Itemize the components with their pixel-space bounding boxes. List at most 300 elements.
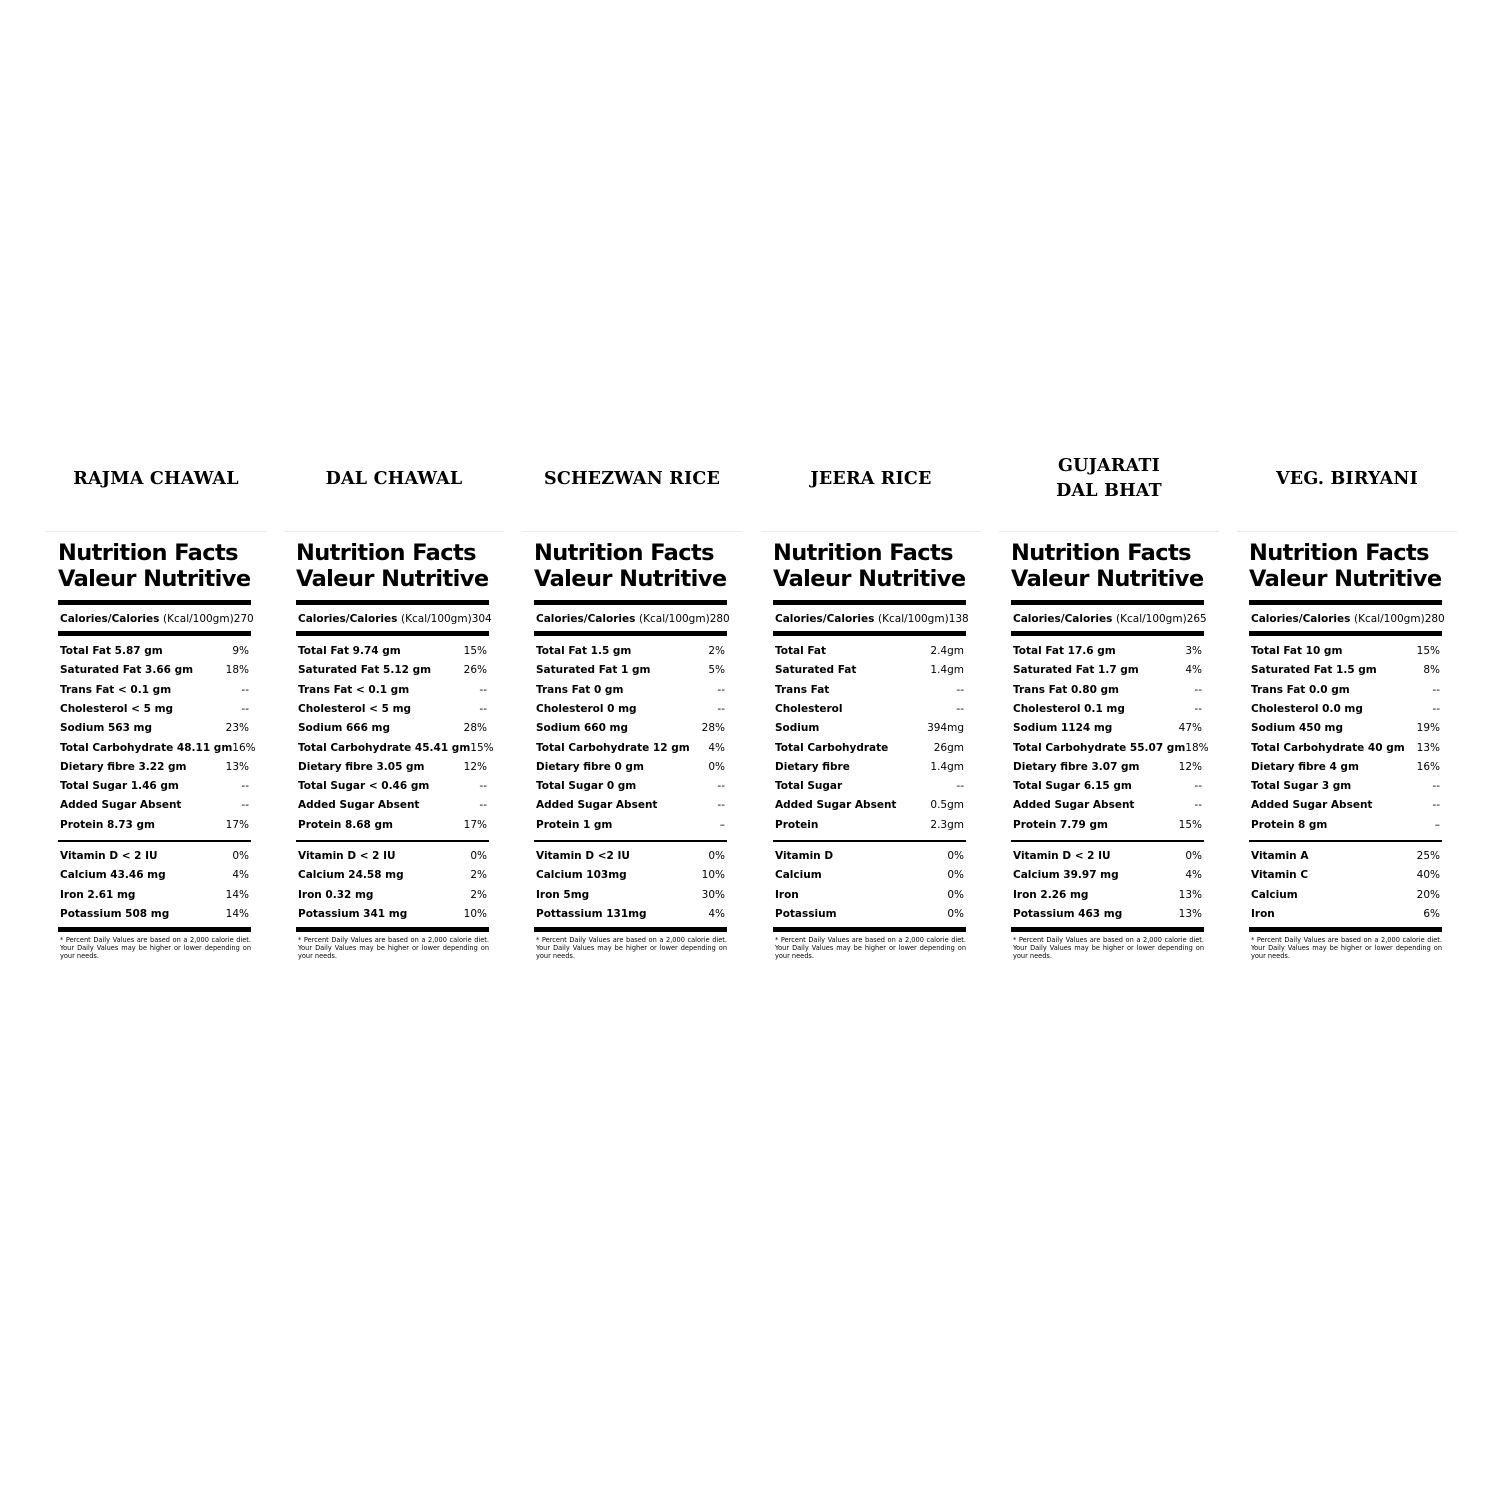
- calories-label: [536, 611, 710, 627]
- nutrient-value: 0%: [947, 907, 964, 920]
- nutrient-label: Added Sugar Absent: [1013, 799, 1135, 812]
- nutrient-row: [60, 682, 249, 698]
- nutrient-row: [1251, 662, 1440, 678]
- nutrient-value: 13%: [225, 760, 249, 773]
- nutrient-row: [60, 797, 249, 813]
- nutrient-row: [298, 778, 487, 794]
- nutrient-value: 4%: [708, 741, 725, 754]
- nutrient-label: Total Fat 17.6 gm: [1013, 645, 1116, 657]
- nutrient-value: 0%: [947, 850, 964, 862]
- nutrient-value: 2%: [470, 869, 487, 882]
- nutrient-row: [298, 906, 487, 922]
- nutrient-value: 1.4gm: [930, 664, 964, 677]
- nutrient-value: 10%: [463, 907, 487, 920]
- nutrient-label: Cholesterol 0 mg: [536, 702, 637, 715]
- nutrient-row: [775, 867, 964, 883]
- nutrient-label: Trans Fat 0.0 gm: [1251, 683, 1350, 696]
- nutrient-value: 20%: [1416, 888, 1440, 901]
- nutrient-row: [60, 887, 249, 903]
- nutrient-label: Total Fat: [775, 645, 827, 657]
- nutrient-label: Calcium: [775, 869, 822, 882]
- nutrient-value: --: [1432, 780, 1440, 793]
- calories-row: [775, 611, 969, 627]
- nutrient-value: --: [1432, 702, 1440, 715]
- divider-rule: [296, 600, 489, 605]
- nutrition-facts-heading: [296, 540, 496, 592]
- nutrition-facts-panel: [522, 531, 742, 960]
- nutrient-label: Protein 8.68 gm: [298, 818, 393, 831]
- divider-rule: [1011, 600, 1204, 605]
- nutrient-label: Total Sugar < 0.46 gm: [298, 780, 430, 793]
- nutrition-facts-title: Nutrition Facts: [1011, 540, 1191, 566]
- nutrient-row: [1251, 759, 1440, 775]
- nutrient-row: [536, 643, 725, 659]
- daily-value-footnote: * Percent Daily Values are based on a 2,000 calorie diet. Your Daily Values may be higher or lower depending on your needs.: [1013, 936, 1204, 960]
- nutrient-value: 2.4gm: [930, 645, 964, 657]
- nutrient-label: Dietary fibre 3.22 gm: [60, 760, 187, 773]
- nutrient-value: --: [717, 780, 725, 793]
- nutrient-value: 1.4gm: [930, 760, 964, 773]
- nutrient-row: [775, 682, 964, 698]
- nutrient-value: 30%: [701, 888, 725, 901]
- nutrient-value: 0%: [470, 850, 487, 862]
- nutrient-label: Protein 1 gm: [536, 818, 613, 831]
- nutrient-row: [775, 887, 964, 903]
- nutrient-label: Cholesterol < 5 mg: [298, 702, 412, 715]
- nutrition-facts-panel: [761, 531, 981, 960]
- nutrition-facts-heading: [58, 540, 258, 592]
- nutrient-label: Potassium: [775, 907, 837, 920]
- nutrient-label: Total Carbohydrate 45.41 gm: [298, 741, 471, 754]
- nutrient-label: Total Sugar 1.46 gm: [60, 780, 179, 793]
- nutrient-value: 0.5gm: [930, 799, 964, 812]
- nutrient-value: 28%: [463, 722, 487, 735]
- divider-rule: [58, 631, 251, 636]
- nutrition-facts-panel: [999, 531, 1219, 960]
- divider-rule: [1249, 840, 1442, 842]
- valeur-nutritive-title: Valeur Nutritive: [58, 566, 251, 592]
- nutrient-value: --: [241, 780, 249, 793]
- calories-label-text: Calories/Calories: [1251, 613, 1351, 625]
- nutrient-row: [1251, 720, 1440, 736]
- nutrient-value: 2%: [708, 645, 725, 657]
- calories-unit: (Kcal/100gm): [878, 613, 949, 625]
- nutrient-row: [1251, 778, 1440, 794]
- nutrient-value: 15%: [1178, 818, 1202, 831]
- nutrient-row: [60, 848, 249, 864]
- daily-value-footnote: * Percent Daily Values are based on a 2,000 calorie diet. Your Daily Values may be higher or lower depending on your needs.: [60, 936, 251, 960]
- nutrient-row: [1013, 906, 1202, 922]
- nutrient-row: [775, 701, 964, 717]
- product-title: DAL CHAWAL: [325, 468, 463, 489]
- divider-rule: [58, 600, 251, 605]
- divider-rule: [534, 631, 727, 636]
- nutrient-row: [536, 778, 725, 794]
- divider-rule: [1249, 927, 1442, 932]
- nutrient-value: 6%: [1423, 907, 1440, 920]
- calories-label-text: Calories/Calories: [1013, 613, 1113, 625]
- nutrient-row: [1251, 643, 1440, 659]
- nutrient-value: --: [956, 702, 964, 715]
- nutrient-value: 12%: [463, 760, 487, 773]
- daily-value-footnote: * Percent Daily Values are based on a 2,000 calorie diet. Your Daily Values may be higher or lower depending on your needs.: [536, 936, 727, 960]
- nutrient-row: [298, 848, 487, 864]
- nutrient-label: Trans Fat 0 gm: [536, 683, 624, 696]
- nutrient-row: [1013, 701, 1202, 717]
- nutrient-value: 10%: [701, 869, 725, 882]
- nutrient-row: [60, 906, 249, 922]
- calories-row: [60, 611, 254, 627]
- nutrient-value: --: [1432, 683, 1440, 696]
- nutrient-label: Total Fat 10 gm: [1251, 645, 1343, 657]
- nutrient-row: [775, 797, 964, 813]
- nutrient-row: [60, 662, 249, 678]
- nutrient-row: [60, 778, 249, 794]
- nutrient-value: 26gm: [933, 741, 964, 754]
- nutrient-label: Pottassium 131mg: [536, 907, 647, 920]
- calories-unit: (Kcal/100gm): [401, 613, 472, 625]
- nutrient-label: Cholesterol < 5 mg: [60, 702, 174, 715]
- nutrient-value: 18%: [1185, 741, 1209, 754]
- nutrient-row: [775, 848, 964, 864]
- nutrient-label: Trans Fat 0.80 gm: [1013, 683, 1119, 696]
- nutrient-value: 15%: [1416, 645, 1440, 657]
- nutrient-row: [1013, 817, 1202, 833]
- divider-rule: [296, 840, 489, 842]
- nutrient-label: Sodium 563 mg: [60, 722, 152, 735]
- nutrient-value: 9%: [232, 645, 249, 657]
- nutrient-row: [1251, 906, 1440, 922]
- daily-value-footnote: * Percent Daily Values are based on a 2,000 calorie diet. Your Daily Values may be higher or lower depending on your needs.: [1251, 936, 1442, 960]
- nutrient-value: 394mg: [927, 722, 964, 735]
- calories-label-text: Calories/Calories: [775, 613, 875, 625]
- nutrient-row: [775, 740, 964, 756]
- nutrient-label: Vitamin A: [1251, 850, 1309, 862]
- nutrient-row: [298, 701, 487, 717]
- calories-value: 280: [1424, 613, 1445, 625]
- nutrient-value: --: [1432, 799, 1440, 812]
- nutrient-value: 13%: [1416, 741, 1440, 754]
- nutrient-value: --: [1194, 780, 1202, 793]
- nutrient-value: 4%: [232, 869, 249, 882]
- nutrient-value: 16%: [232, 741, 256, 754]
- nutrient-row: [775, 817, 964, 833]
- valeur-nutritive-title: Valeur Nutritive: [296, 566, 489, 592]
- valeur-nutritive-title: Valeur Nutritive: [1249, 566, 1442, 592]
- divider-rule: [1249, 631, 1442, 636]
- nutrient-value: 18%: [225, 664, 249, 677]
- nutrient-value: 40%: [1416, 869, 1440, 882]
- nutrient-label: Added Sugar Absent: [60, 799, 182, 812]
- nutrient-value: --: [717, 799, 725, 812]
- nutrient-value: 2.3gm: [930, 818, 964, 831]
- divider-rule: [773, 927, 966, 932]
- nutrient-label: Iron 5mg: [536, 888, 590, 901]
- nutrient-row: [298, 797, 487, 813]
- nutrient-label: Saturated Fat: [775, 664, 857, 677]
- divider-rule: [58, 927, 251, 932]
- nutrient-value: 17%: [225, 818, 249, 831]
- nutrient-row: [536, 797, 725, 813]
- nutrient-label: Total Fat 5.87 gm: [60, 645, 163, 657]
- calories-label: [298, 611, 472, 627]
- nutrition-facts-title: Nutrition Facts: [296, 540, 476, 566]
- nutrient-value: 14%: [225, 888, 249, 901]
- nutrient-label: Calcium 103mg: [536, 869, 627, 882]
- nutrient-value: --: [241, 702, 249, 715]
- divider-rule: [296, 631, 489, 636]
- nutrient-row: [536, 740, 725, 756]
- nutrient-value: --: [479, 780, 487, 793]
- divider-rule: [296, 927, 489, 932]
- nutrient-value: 19%: [1416, 722, 1440, 735]
- nutrient-row: [298, 682, 487, 698]
- nutrient-row: [536, 817, 725, 833]
- calories-label-text: Calories/Calories: [536, 613, 636, 625]
- nutrition-facts-heading: [1011, 540, 1211, 592]
- nutrient-value: 4%: [1185, 664, 1202, 677]
- nutrient-row: [298, 887, 487, 903]
- nutrient-value: 8%: [1423, 664, 1440, 677]
- nutrient-row: [298, 662, 487, 678]
- nutrient-label: Iron 2.26 mg: [1013, 888, 1089, 901]
- nutrient-label: Protein 8.73 gm: [60, 818, 155, 831]
- nutrient-row: [1013, 643, 1202, 659]
- nutrient-label: Total Sugar: [775, 780, 843, 793]
- nutrient-value: 0%: [708, 760, 725, 773]
- nutrient-value: –: [1434, 818, 1440, 831]
- product-title: GUJARATI DAL BHAT: [1056, 456, 1162, 501]
- nutrient-row: [1251, 701, 1440, 717]
- nutrient-value: 17%: [463, 818, 487, 831]
- nutrient-value: --: [241, 683, 249, 696]
- nutrition-facts-heading: [773, 540, 973, 592]
- nutrient-row: [1251, 797, 1440, 813]
- nutrient-row: [60, 643, 249, 659]
- nutrient-value: 0%: [232, 850, 249, 862]
- nutrient-row: [536, 887, 725, 903]
- divider-rule: [773, 600, 966, 605]
- nutrient-label: Calcium: [1251, 888, 1298, 901]
- nutrient-row: [298, 759, 487, 775]
- calories-value: 265: [1186, 613, 1207, 625]
- nutrient-value: 5%: [708, 664, 725, 677]
- nutrient-value: 13%: [1178, 907, 1202, 920]
- calories-unit: (Kcal/100gm): [163, 613, 234, 625]
- nutrient-label: Added Sugar Absent: [536, 799, 658, 812]
- nutrient-label: Sodium 450 mg: [1251, 722, 1343, 735]
- nutrient-row: [60, 817, 249, 833]
- nutrient-row: [1013, 720, 1202, 736]
- nutrient-label: Cholesterol 0.0 mg: [1251, 702, 1363, 715]
- nutrient-row: [775, 778, 964, 794]
- nutrient-value: 15%: [470, 741, 494, 754]
- nutrient-row: [298, 817, 487, 833]
- nutrient-label: Total Carbohydrate 12 gm: [536, 741, 690, 754]
- nutrient-row: [775, 759, 964, 775]
- nutrient-label: Protein 7.79 gm: [1013, 818, 1108, 831]
- nutrient-label: Sodium 666 mg: [298, 722, 390, 735]
- nutrient-label: Added Sugar Absent: [1251, 799, 1373, 812]
- nutrient-value: 4%: [708, 907, 725, 920]
- nutrient-row: [775, 720, 964, 736]
- nutrient-value: 4%: [1185, 869, 1202, 882]
- calories-unit: (Kcal/100gm): [639, 613, 710, 625]
- nutrient-label: Calcium 43.46 mg: [60, 869, 166, 882]
- nutrient-label: Trans Fat < 0.1 gm: [298, 683, 410, 696]
- calories-label-text: Calories/Calories: [298, 613, 398, 625]
- nutrient-row: [1013, 759, 1202, 775]
- nutrient-label: Potassium 463 mg: [1013, 907, 1123, 920]
- calories-label-text: Calories/Calories: [60, 613, 160, 625]
- nutrient-label: Potassium 508 mg: [60, 907, 170, 920]
- nutrient-row: [1251, 740, 1440, 756]
- nutrient-label: Calcium 24.58 mg: [298, 869, 404, 882]
- nutrient-value: --: [1194, 799, 1202, 812]
- nutrient-value: --: [956, 780, 964, 793]
- nutrient-row: [1013, 848, 1202, 864]
- nutrient-label: Saturated Fat 3.66 gm: [60, 664, 194, 677]
- nutrient-row: [1251, 887, 1440, 903]
- nutrient-label: Iron 2.61 mg: [60, 888, 136, 901]
- calories-label: [1013, 611, 1187, 627]
- divider-rule: [534, 600, 727, 605]
- nutrient-row: [1251, 817, 1440, 833]
- nutrient-row: [1251, 848, 1440, 864]
- nutrient-row: [775, 906, 964, 922]
- nutrient-value: 28%: [701, 722, 725, 735]
- nutrient-value: 0%: [708, 850, 725, 862]
- nutrient-label: Dietary fibre 4 gm: [1251, 760, 1359, 773]
- nutrient-label: Total Sugar 3 gm: [1251, 780, 1352, 793]
- nutrient-row: [775, 643, 964, 659]
- calories-row: [536, 611, 730, 627]
- nutrient-label: Dietary fibre: [775, 760, 850, 773]
- nutrient-value: 14%: [225, 907, 249, 920]
- nutrient-row: [60, 867, 249, 883]
- nutrient-row: [1013, 662, 1202, 678]
- nutrient-label: Trans Fat: [775, 683, 830, 696]
- calories-row: [1251, 611, 1445, 627]
- calories-label: [775, 611, 949, 627]
- nutrient-value: 25%: [1416, 850, 1440, 862]
- nutrient-label: Vitamin D <2 IU: [536, 850, 630, 862]
- nutrient-value: --: [241, 799, 249, 812]
- nutrient-label: Trans Fat < 0.1 gm: [60, 683, 172, 696]
- nutrient-value: --: [717, 683, 725, 696]
- nutrition-facts-panel: [1237, 531, 1457, 960]
- nutrition-facts-heading: [1249, 540, 1449, 592]
- nutrient-row: [1013, 797, 1202, 813]
- valeur-nutritive-title: Valeur Nutritive: [534, 566, 727, 592]
- nutrient-value: 0%: [947, 869, 964, 882]
- nutrient-value: 15%: [463, 645, 487, 657]
- nutrient-value: 12%: [1178, 760, 1202, 773]
- divider-rule: [773, 840, 966, 842]
- divider-rule: [1249, 600, 1442, 605]
- nutrient-label: Total Carbohydrate 55.07 gm: [1013, 741, 1186, 754]
- divider-rule: [534, 840, 727, 842]
- nutrient-row: [536, 848, 725, 864]
- nutrient-label: Total Sugar 0 gm: [536, 780, 637, 793]
- nutrient-label: Vitamin C: [1251, 869, 1309, 882]
- nutrient-row: [536, 701, 725, 717]
- daily-value-footnote: * Percent Daily Values are based on a 2,000 calorie diet. Your Daily Values may be higher or lower depending on your needs.: [298, 936, 489, 960]
- nutrient-value: --: [479, 702, 487, 715]
- divider-rule: [1011, 840, 1204, 842]
- nutrient-row: [1013, 887, 1202, 903]
- nutrient-row: [1013, 740, 1209, 756]
- nutrient-label: Added Sugar Absent: [775, 799, 897, 812]
- nutrition-facts-heading: [534, 540, 734, 592]
- calories-value: 304: [471, 613, 492, 625]
- nutrient-value: 0%: [947, 888, 964, 901]
- nutrient-row: [60, 701, 249, 717]
- nutrient-label: Total Carbohydrate: [775, 741, 889, 754]
- calories-value: 280: [709, 613, 730, 625]
- nutrient-label: Vitamin D < 2 IU: [1013, 850, 1111, 862]
- product-title: RAJMA CHAWAL: [73, 468, 239, 489]
- nutrient-row: [60, 720, 249, 736]
- calories-row: [298, 611, 492, 627]
- daily-value-footnote: * Percent Daily Values are based on a 2,000 calorie diet. Your Daily Values may be higher or lower depending on your needs.: [775, 936, 966, 960]
- nutrient-value: --: [956, 683, 964, 696]
- nutrient-row: [60, 759, 249, 775]
- product-title: SCHEZWAN RICE: [543, 468, 720, 489]
- nutrient-row: [1251, 682, 1440, 698]
- nutrient-row: [536, 906, 725, 922]
- nutrient-row: [1013, 778, 1202, 794]
- nutrient-value: 16%: [1416, 760, 1440, 773]
- nutrient-label: Vitamin D: [775, 850, 834, 862]
- divider-rule: [534, 927, 727, 932]
- nutrient-label: Saturated Fat 5.12 gm: [298, 664, 432, 677]
- nutrient-value: 23%: [225, 722, 249, 735]
- calories-unit: (Kcal/100gm): [1354, 613, 1425, 625]
- nutrient-label: Sodium: [775, 722, 820, 735]
- nutrient-value: --: [479, 799, 487, 812]
- divider-rule: [1011, 631, 1204, 636]
- nutrient-label: Total Carbohydrate 48.11 gm: [60, 741, 233, 754]
- nutrient-row: [1251, 867, 1440, 883]
- nutrient-label: Dietary fibre 3.05 gm: [298, 760, 425, 773]
- calories-label: [60, 611, 234, 627]
- nutrient-value: 13%: [1178, 888, 1202, 901]
- nutrient-row: [536, 759, 725, 775]
- nutrient-label: Total Sugar 6.15 gm: [1013, 780, 1132, 793]
- nutrient-label: Dietary fibre 3.07 gm: [1013, 760, 1140, 773]
- divider-rule: [773, 631, 966, 636]
- nutrition-facts-title: Nutrition Facts: [58, 540, 238, 566]
- nutrient-row: [536, 867, 725, 883]
- nutrient-row: [1013, 867, 1202, 883]
- nutrient-label: Added Sugar Absent: [298, 799, 420, 812]
- nutrition-facts-title: Nutrition Facts: [773, 540, 953, 566]
- product-title: VEG. BIRYANI: [1276, 468, 1418, 489]
- nutrient-value: 47%: [1178, 722, 1202, 735]
- calories-unit: (Kcal/100gm): [1116, 613, 1187, 625]
- nutrient-label: Saturated Fat 1.5 gm: [1251, 664, 1377, 677]
- nutrient-row: [60, 740, 256, 756]
- nutrient-value: --: [479, 683, 487, 696]
- calories-row: [1013, 611, 1207, 627]
- nutrient-label: Vitamin D < 2 IU: [298, 850, 396, 862]
- nutrient-label: Iron: [775, 888, 799, 901]
- nutrient-row: [536, 682, 725, 698]
- valeur-nutritive-title: Valeur Nutritive: [773, 566, 966, 592]
- valeur-nutritive-title: Valeur Nutritive: [1011, 566, 1204, 592]
- nutrient-label: Total Fat 9.74 gm: [298, 645, 401, 657]
